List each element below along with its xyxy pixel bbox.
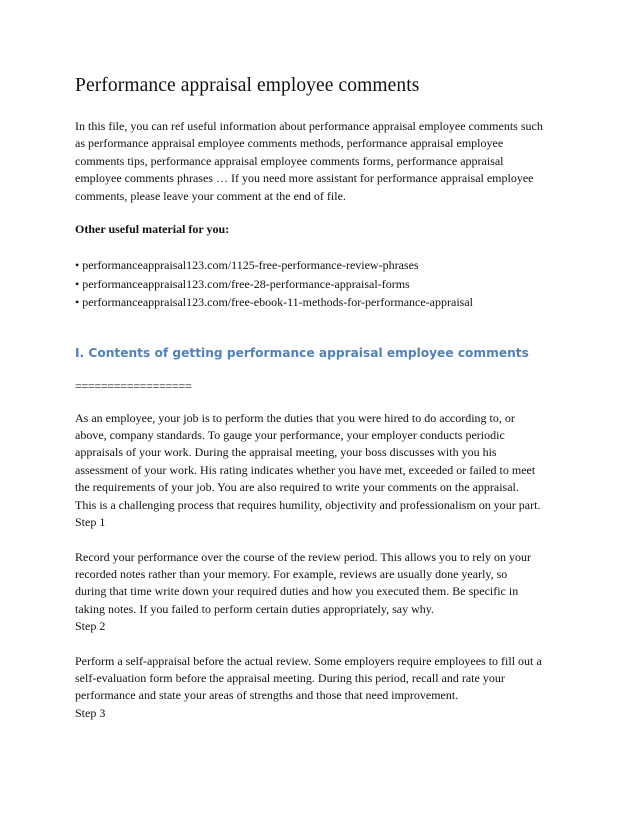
- intro-paragraph: [75, 118, 575, 205]
- intro-line: comments, please leave your comment at the end of file.: [75, 188, 346, 203]
- paragraph-line: This is a challenging process that requires humility, objectivity and professionalism on your part.: [75, 497, 541, 512]
- paragraph-2: [75, 549, 575, 636]
- paragraph-line: recorded notes rather than your memory. For example, reviews are usually done yearly, so: [75, 566, 508, 581]
- paragraph-line: taking notes. If you failed to perform certain duties appropriately, say why.: [75, 601, 434, 616]
- paragraph-line: above, company standards. To gauge your performance, your employer conducts periodic: [75, 428, 505, 443]
- intro-line: In this file, you can ref useful information about performance appraisal employee comments such: [75, 119, 543, 133]
- paragraph-1: [75, 410, 575, 532]
- useful-link[interactable]: • performanceappraisal123.com/free-28-performance-appraisal-forms: [75, 276, 410, 291]
- paragraph-line: during that time write down your required duties and how you executed them. Be specific in: [75, 584, 519, 599]
- useful-link[interactable]: • performanceappraisal123.com/1125-free-performance-review-phrases: [75, 258, 419, 273]
- paragraph-line: assessment of your work. His rating indicates whether you have met, exceeded or failed to meet: [75, 462, 536, 477]
- paragraph-line: Record your performance over the course of the review period. This allows you to rely on your: [75, 549, 531, 564]
- step-label: Step 3: [75, 705, 106, 720]
- divider-line: ==================: [75, 378, 192, 393]
- paragraph-line: performance and state your areas of strengths and those that need improvement.: [75, 688, 459, 703]
- document-page: [75, 74, 575, 722]
- step-label: Step 1: [75, 515, 106, 530]
- document-title: Performance appraisal employee comments: [75, 75, 420, 96]
- useful-material-heading: Other useful material for you:: [75, 222, 230, 237]
- paragraph-line: self-evaluation form before the appraisal meeting. During this period, recall and rate your: [75, 670, 505, 685]
- useful-link[interactable]: • performanceappraisal123.com/free-ebook-11-methods-for-performance-appraisal: [75, 295, 473, 310]
- step-label: Step 2: [75, 619, 106, 634]
- paragraph-line: As an employee, your job is to perform the duties that you were hired to do according to, or: [75, 410, 515, 425]
- paragraph-3: [75, 653, 575, 723]
- intro-line: employee comments phrases … If you need more assistant for performance appraisal employee: [75, 171, 534, 186]
- intro-line: comments tips, performance appraisal employee comments forms, performance appraisal: [75, 153, 504, 168]
- intro-line: as performance appraisal employee comments methods, performance appraisal employee: [75, 136, 504, 151]
- paragraph-line: the requirements of your job. You are also required to write your comments on the appraisal.: [75, 480, 519, 495]
- useful-links-list: [75, 256, 575, 311]
- paragraph-line: Perform a self-appraisal before the actual review. Some employers require employees to fill out a: [75, 653, 542, 668]
- paragraph-line: appraisals of your work. During the appraisal meeting, your boss discusses with you his: [75, 445, 497, 460]
- section-heading: I. Contents of getting performance appraisal employee comments: [75, 345, 529, 360]
